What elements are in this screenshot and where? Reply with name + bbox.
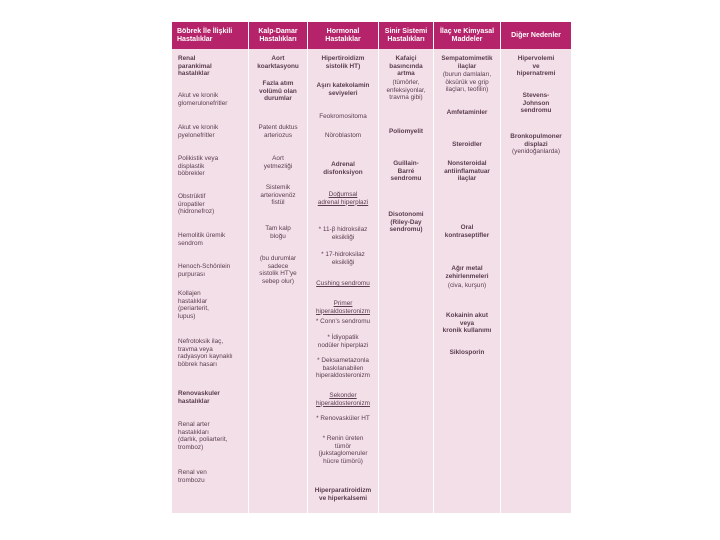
list-item: Nonsteroidal antiinflamatuar ilaçlar — [444, 160, 490, 183]
list-item: Aort koarktasyonu — [257, 55, 299, 70]
list-item: Polikistik veya displastik böbrekler — [178, 155, 219, 178]
list-item: Feokromositoma — [319, 113, 367, 120]
list-item: Disotonomi (Riley-Day sendromu) — [388, 211, 424, 234]
list-item: Tam kalp bloğu — [265, 225, 291, 240]
list-item: Siklosporin — [449, 349, 485, 356]
list-item: * 11-β hidroksilaz eksikliği — [318, 226, 368, 241]
list-item: * Renin üreten tümör (jukstaglomeruler hücre tümörü) — [318, 435, 368, 465]
hypertension-causes-table — [172, 22, 571, 513]
list-item: Steroidler — [452, 141, 482, 148]
list-item: Akut ve kronik pyelonefritler — [178, 124, 219, 139]
list-item: (tümörler, enfeksiyonlar, travma gibi) — [386, 79, 426, 102]
list-item: Renal parankimal hastalıklar — [178, 55, 212, 78]
list-item: * Deksametazonla baskılanabilen hiperaldosteronizm — [316, 357, 370, 380]
header-drugs-chemicals: İlaç ve Kimyasal Maddeler — [439, 27, 495, 43]
header-other-causes: Diğer Nedenler — [511, 31, 561, 39]
list-item: Primer hiperaldosteronizm — [316, 300, 370, 315]
list-item: (bu durumlar sadece sistolik HT'ye sebep olur) — [259, 255, 297, 285]
list-item: * Conn's sendromu — [315, 318, 371, 325]
list-item: Nöroblastom — [324, 132, 362, 139]
header-kidney-diseases: Böbrek İle İlişkili Hastalıklar — [177, 27, 233, 43]
list-item: Sistemik arteriovenöz fistül — [260, 184, 296, 207]
list-item: Nefrotoksik ilaç, travma veya radyasyon kaynaklı böbrek hasarı — [178, 338, 233, 368]
list-item: Stevens- Johnson sendromu — [520, 92, 552, 115]
header-nervous-system-diseases: Sinir Sistemi Hastalıkları — [384, 27, 428, 43]
list-item: Adrenal disfonksiyon — [323, 161, 363, 176]
list-item: Guillain- Barré sendromu — [390, 160, 422, 183]
header-cardiovascular-diseases: Kalp-Damar Hastalıkları — [258, 27, 298, 43]
list-item: Renal arter hastalıkları (darlık, poliarterit, tromboz) — [178, 421, 228, 451]
list-item: * İdiyopatik nodüler hiperplazi — [317, 334, 369, 349]
list-item: Hipertiroidizm sistolik HT) — [321, 55, 365, 70]
list-item: Akut ve kronik glomerulonefritler — [178, 92, 228, 107]
list-item: Cushing sendromu — [316, 280, 370, 287]
list-item: Doğumsal adrenal hiperplazi — [317, 191, 369, 206]
list-item: Sempatomimetik ilaçlar — [441, 55, 493, 70]
list-item: Renovaskuler hastalıklar — [178, 390, 220, 405]
list-item: Ağır metal zehirlenmeleri — [445, 265, 489, 280]
list-item: Aşırı katekolamin seviyeleri — [316, 82, 370, 97]
list-item: Poliomyelit — [388, 128, 424, 135]
list-item: Kollajen hastalıklar (periarterit, lupus) — [178, 290, 209, 320]
header-hormonal-diseases: Hormonal Hastalıklar — [325, 27, 361, 43]
list-item: Kokainin akut veya kronik kullanımı — [442, 312, 492, 335]
list-item: Kafaiçi basıncında artma — [389, 55, 423, 78]
list-item: Bronkopulmoner displazi — [510, 133, 562, 148]
list-item: Hiperparatiroidizm ve hiperkalsemi — [314, 487, 372, 502]
list-item: Aort yetmezliği — [263, 155, 293, 170]
list-item: * 17-hidroksilaz eksikliği — [321, 251, 365, 266]
list-item: (yenidoğanlarda) — [512, 148, 560, 155]
list-item: Renal ven trombozu — [178, 469, 207, 484]
list-item: * Renovasküler HT — [316, 415, 370, 422]
list-item: Hipervolemi ve hipernatremi — [516, 55, 556, 78]
list-item: Amfetaminler — [446, 109, 488, 116]
list-item: Patent duktus arteriozus — [258, 124, 298, 139]
list-item: Fazla atım volümü olan durumlar — [259, 80, 297, 103]
list-item: (burun damlaları, öksürük ve grip ilaçları, teofilin) — [442, 71, 492, 94]
list-item: Sekonder hiperaldosteronizm — [316, 392, 370, 407]
list-item: Obstrüktif üropatiler (hidronefroz) — [178, 193, 215, 216]
list-item: Hemolitik üremik sendrom — [178, 232, 226, 247]
list-item: Oral kontraseptifler — [444, 224, 490, 239]
list-item: (civa, kurşun) — [447, 282, 487, 289]
list-item: Henoch-Schönlein purpurası — [178, 263, 231, 278]
